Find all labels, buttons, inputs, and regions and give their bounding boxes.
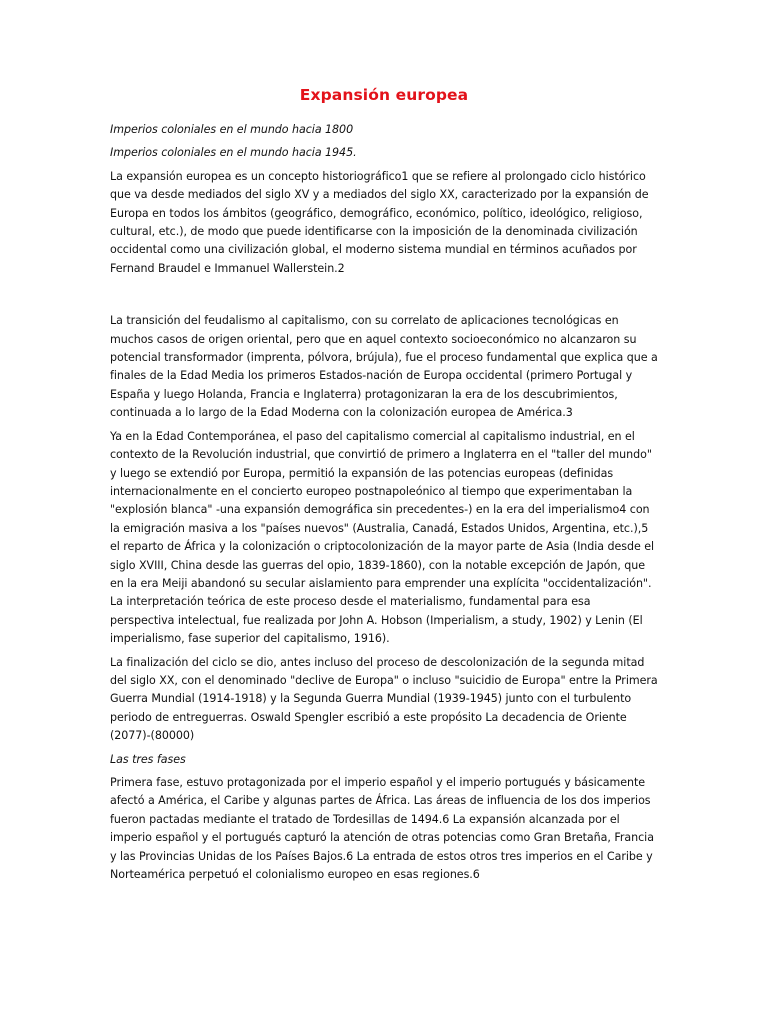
blank-space [110, 283, 658, 312]
paragraph: Ya en la Edad Contemporánea, el paso del capitalismo comercial al capitalismo industrial, en el contexto de la Revolución industrial, que convirtió de primero a Inglaterra en el "taller del mundo" y luego se extendió por Europa, permitió la expansión de las potencias europeas (definidas internacionalmente en el concierto europeo postnapoleónico al tiempo que experimentaban la "explosión blanca" -una expansión demográfica sin precedentes-) en la era del imperialismo4 con la emigración masiva a los "países nuevos" (Australia, Canadá, Estados Unidos, Argentina, etc.),5 el reparto de África y la colonización o criptocolonización de la mayor parte de Asia (India desde el siglo XVIII, China desde las guerras del opio, 1839-1860), con la notable excepción de Japón, que en la era Meiji abandonó su secular aislamiento para emprender una explícita "occidentalización". La interpretación teórica de este proceso desde el materialismo, fundamental para esa perspectiva intelectual, fue realizada por John A. Hobson (Imperialism, a study, 1902) y Lenin (El imperialismo, fase superior del capitalismo, 1916). [110, 429, 655, 646]
document-body [110, 121, 658, 889]
paragraph: La expansión europea es un concepto historiográfico1 que se refiere al prolongado ciclo histórico que va desde mediados del siglo XV y a mediados del siglo XX, caracterizado por la expansión de Europa en todos los ámbitos (geográfico, demográfico, económico, político, ideológico, religioso, cultural, etc.), de modo que puede identificarse con la imposición de la denominada civilización occidental como una civilización global, el moderno sistema mundial en términos acuñados por Fernand Braudel e Immanuel Wallerstein.2 [110, 169, 649, 275]
paragraph: La transición del feudalismo al capitalismo, con su correlato de aplicaciones tecnológicas en muchos casos de origen oriental, pero que en aquel contexto socioeconómico no alcanzaron su potencial transformador (imprenta, pólvora, brújula), fue el proceso fundamental que explica que a finales de la Edad Media los primeros Estados-nación de Europa occidental (primero Portugal y España y luego Holanda, Francia e Inglaterra) protagonizaran la era de los descubrimientos, continuada a lo largo de la Edad Moderna con la colonización europea de América.3 [110, 314, 658, 420]
paragraph: Primera fase, estuvo protagonizada por el imperio español y el imperio portugués y básicamente afectó a América, el Caribe y algunas partes de África. Las áreas de influencia de los dos imperios fueron pactadas mediante el tratado de Tordesillas de 1494.6 La expansión alcanzada por el imperio español y el portugués capturó la atención de otras potencias como Gran Bretaña, Francia y las Provincias Unidas de los Países Bajos.6 La entrada de estos otros tres imperios en el Caribe y Norteamérica perpetuó el colonialismo europeo en esas regiones.6 [110, 776, 654, 882]
document-title: Expansión europea [299, 86, 469, 104]
paragraph: La finalización del ciclo se dio, antes incluso del proceso de descolonización de la segunda mitad del siglo XX, con el denominado "declive de Europa" o incluso "suicidio de Europa" entre la Primera Guerra Mundial (1914-1918) y la Segunda Guerra Mundial (1939-1945) junto con el turbulento periodo de entreguerras. Oswald Spengler escribió a este propósito La decadencia de Oriente (2077)-(80000) [110, 655, 658, 743]
caption-1945: Imperios coloniales en el mundo hacia 1945. [110, 146, 357, 160]
section-heading: Las tres fases [110, 752, 186, 766]
caption-1800: Imperios coloniales en el mundo hacia 1800 [110, 123, 354, 136]
